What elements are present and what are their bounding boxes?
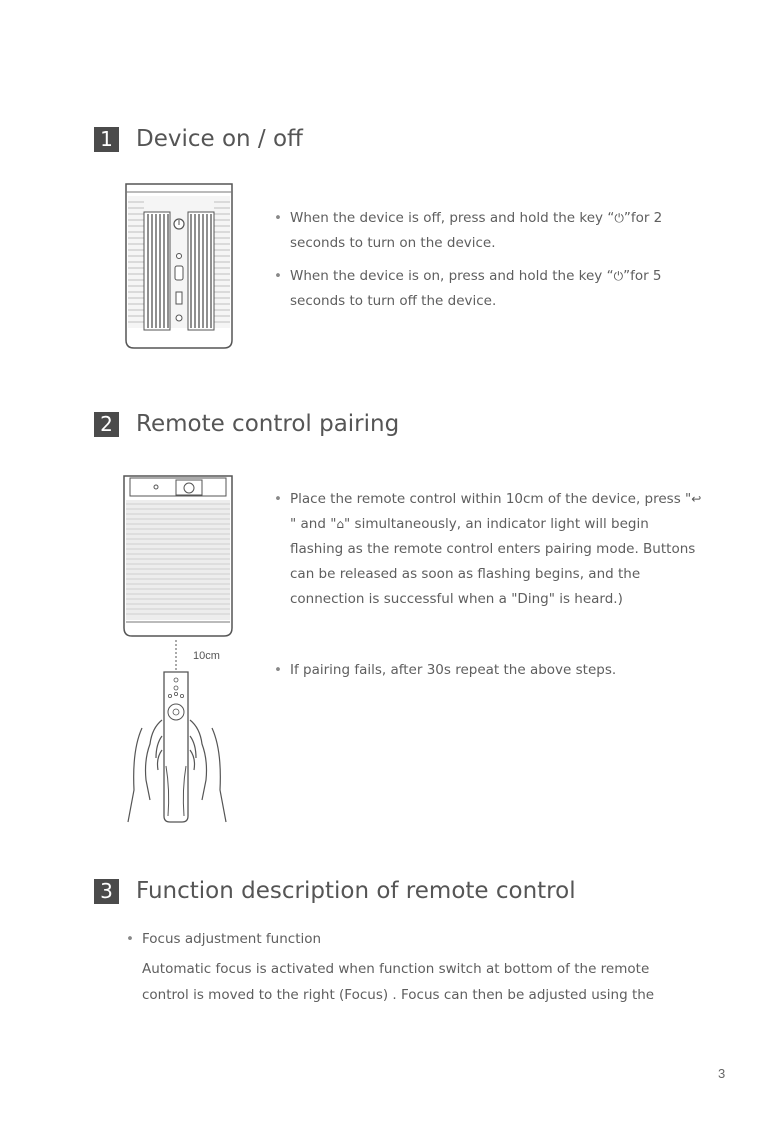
section-3-bullets [126,927,686,952]
section-title: Device on / off [136,126,303,152]
back-arrow-icon: ↩ [691,492,702,506]
section-title: Remote control pairing [136,411,400,437]
remote-in-hands-illustration [122,640,234,830]
section-number: 2 [94,412,119,437]
power-icon: ⏻ [613,269,624,283]
list-item: • If pairing fails, after 30s repeat the above steps. [274,658,704,683]
list-item: • When the device is on, press and hold the key “⏻”for 5 seconds to turn off the device. [274,264,704,314]
list-item: • Place the remote control within 10cm of the device, press "↩" and "⌂" simultaneously, an indicator light will begin flashing as the remote control enters pairing mode. Buttons can be released as soon as flashing begins, and the connection is successful when a "Ding" is heard.) [274,487,704,612]
list-item: • Focus adjustment function [126,927,686,952]
section-title: Function description of remote control [136,878,576,904]
list-item: • When the device is off, press and hold the key “⏻”for 2 seconds to turn on the device. [274,206,704,256]
section-2-bullets [274,487,704,683]
power-icon: ⏻ [614,211,624,225]
distance-label: 10cm [193,650,220,662]
section-1-bullets [274,206,704,314]
section-number: 3 [94,879,119,904]
section-2-heading [94,411,399,437]
page-number: 3 [718,1066,726,1081]
section-1-heading [94,126,303,152]
device-front-illustration [122,472,234,640]
section-3-paragraph: Automatic focus is activated when function switch at bottom of the remote control is moved to the right (Focus) . Focus can then be adjusted using the [142,961,655,1003]
section-3-heading [94,878,576,904]
section-number: 1 [94,127,119,152]
device-back-illustration [124,182,234,350]
home-icon: ⌂ [336,517,345,531]
